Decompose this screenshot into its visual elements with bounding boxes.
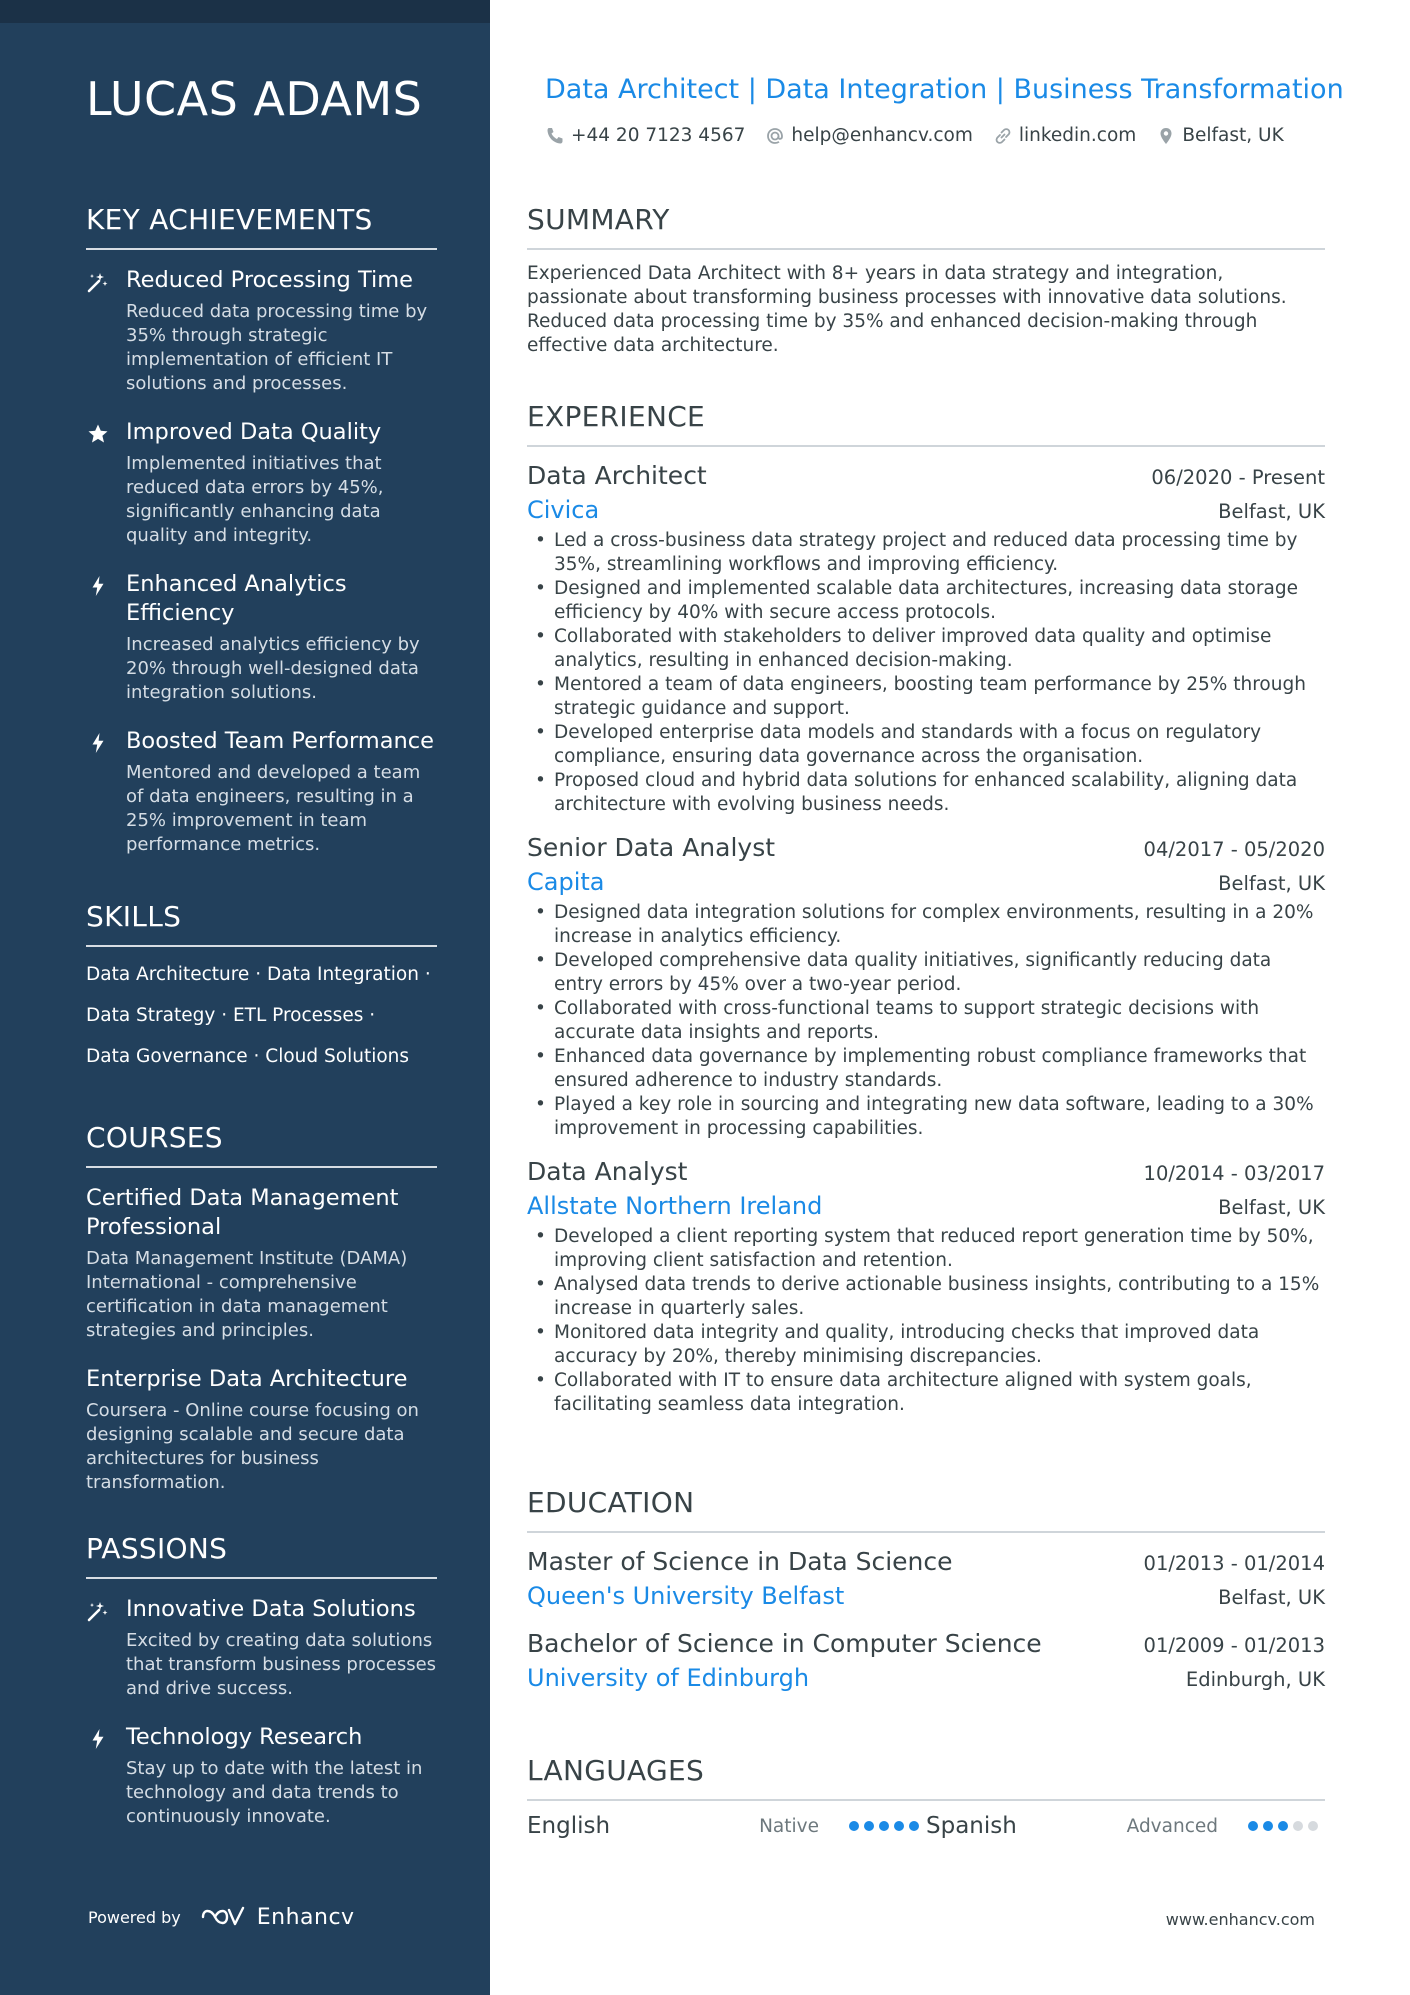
rating-dot: [909, 1821, 919, 1831]
achievement-item-description: Implemented initiatives that reduced data errors by 45%, significantly enhancing data quality and integrity.: [126, 453, 384, 546]
achievement-item-body: [126, 727, 437, 857]
job-bullet: • Analysed data trends to derive actionable business insights, contributing to a 15% increase in quarterly sales.: [527, 1273, 1325, 1321]
course-description: Data Management Institute (DAMA) International - comprehensive certification in data management strategies and principles.: [86, 1248, 408, 1341]
job-bullet: • Developed a client reporting system that reduced report generation time by 50%, improving client satisfaction and retention.: [527, 1225, 1325, 1273]
job-date: 04/2017 - 05/2020: [1143, 838, 1325, 861]
job-bullet: • Monitored data integrity and quality, introducing checks that improved data accuracy by 20%, thereby minimising discrepancies.: [527, 1321, 1325, 1369]
education-header: [527, 1545, 1325, 1579]
language-level: Advanced: [1126, 1815, 1218, 1837]
achievement-item-body: [126, 418, 437, 548]
phone-text: +44 20 7123 4567: [571, 125, 746, 146]
magic-wand-icon: [86, 266, 126, 396]
job-entry: [527, 459, 1325, 817]
course-description: Coursera - Online course focusing on designing scalable and secure data architectures for business transformation.: [86, 1400, 419, 1493]
experience-list: [527, 459, 1325, 1417]
key-achievements-title: KEY ACHIEVEMENTS: [86, 203, 437, 250]
language-name: Spanish: [926, 1813, 1017, 1839]
passion-item-body: [126, 1723, 437, 1829]
job-bullet: • Designed and implemented scalable data architectures, increasing data storage efficiency by 40% with secure access protocols.: [527, 577, 1325, 625]
job-bullet: • Proposed cloud and hybrid data solutions for enhanced scalability, aligning data architecture with evolving business needs.: [527, 769, 1325, 817]
linkedin-text: linkedin.com: [1018, 125, 1137, 146]
passions-title: PASSIONS: [86, 1532, 437, 1579]
job-bullet: • Designed data integration solutions for complex environments, resulting in a 20% increase in analytics efficiency.: [527, 901, 1325, 949]
education-section: [527, 1486, 1325, 1709]
passion-item-body: [126, 1595, 437, 1701]
skills-list: [86, 963, 437, 1069]
achievement-item-body: [126, 570, 437, 705]
skills-line: Data Architecture · Data Integration ·: [86, 964, 431, 985]
language-item: [926, 1813, 1325, 1839]
passion-item-title: Innovative Data Solutions: [126, 1596, 416, 1622]
language-item: [527, 1813, 926, 1839]
course-item: [86, 1184, 437, 1343]
experience-title: EXPERIENCE: [527, 400, 1325, 447]
sidebar: [0, 0, 490, 1995]
job-company[interactable]: Capita: [527, 868, 605, 896]
education-date: 01/2009 - 01/2013: [1143, 1634, 1325, 1657]
job-header: [527, 831, 1325, 865]
passions-list: [86, 1595, 437, 1829]
education-entry: [527, 1627, 1325, 1695]
location-text: Belfast, UK: [1182, 125, 1284, 146]
job-entry: [527, 831, 1325, 1141]
passion-item-description: Excited by creating data solutions that transform business processes and drive success.: [126, 1630, 437, 1699]
education-header: [527, 1627, 1325, 1661]
job-subheader: [527, 1189, 1325, 1223]
contact-location: [1156, 125, 1283, 146]
education-list: [527, 1545, 1325, 1695]
education-degree: Master of Science in Data Science: [527, 1547, 953, 1576]
summary-text: Experienced Data Architect with 8+ years in data strategy and integration, passionate about transforming business processes with innovative data solutions. Reduced data processing time by 35% and enhanced decision-making through effective data architecture.: [527, 263, 1287, 356]
courses-section: [86, 1121, 437, 1517]
education-title: EDUCATION: [527, 1486, 1325, 1533]
course-title: Certified Data Management Professional: [86, 1185, 399, 1240]
job-role: Data Architect: [527, 461, 707, 490]
language-name: English: [527, 1813, 611, 1839]
achievement-item: [86, 418, 437, 548]
passions-section: [86, 1532, 437, 1851]
job-location: Belfast, UK: [1218, 872, 1325, 895]
education-school[interactable]: University of Edinburgh: [527, 1664, 810, 1692]
skills-line: Data Governance · Cloud Solutions: [86, 1046, 410, 1067]
education-subheader: [527, 1579, 1325, 1613]
summary-title: SUMMARY: [527, 203, 1325, 250]
job-header: [527, 1155, 1325, 1189]
achievement-item-body: [126, 266, 437, 396]
sidebar-top-strip: [0, 0, 490, 23]
language-level: Native: [759, 1815, 819, 1837]
job-date: 10/2014 - 03/2017: [1143, 1162, 1325, 1185]
rating-dot: [879, 1821, 889, 1831]
job-bullet: • Led a cross-business data strategy project and reduced data processing time by 35%, streamlining workflows and improving efficiency.: [527, 529, 1325, 577]
contact-email[interactable]: [765, 125, 972, 146]
job-location: Belfast, UK: [1218, 500, 1325, 523]
magic-wand-icon: [86, 1595, 126, 1701]
course-item: [86, 1365, 437, 1495]
job-bullet: • Mentored a team of data engineers, boosting team performance by 25% through strategic guidance and support.: [527, 673, 1325, 721]
rating-dot: [1263, 1821, 1273, 1831]
star-icon: [86, 418, 126, 548]
main-content: [527, 0, 1344, 1995]
job-role: Data Analyst: [527, 1157, 688, 1186]
passion-item-description: Stay up to date with the latest in technology and data trends to continuously innovate.: [126, 1758, 423, 1827]
powered-by[interactable]: [88, 1904, 355, 1930]
education-entry: [527, 1545, 1325, 1613]
job-bullets: [527, 529, 1325, 817]
job-bullets: [527, 901, 1325, 1141]
job-bullets: [527, 1225, 1325, 1417]
education-location: Edinburgh, UK: [1185, 1668, 1325, 1691]
achievement-item-title: Improved Data Quality: [126, 419, 382, 445]
job-subheader: [527, 493, 1325, 527]
candidate-name: LUCAS ADAMS: [86, 72, 423, 126]
enhancv-logo: [199, 1904, 355, 1930]
achievement-item-title: Reduced Processing Time: [126, 267, 414, 293]
rating-dot: [1308, 1821, 1318, 1831]
education-date: 01/2013 - 01/2014: [1143, 1552, 1325, 1575]
job-date: 06/2020 - Present: [1151, 466, 1325, 489]
skills-line: Data Strategy · ETL Processes ·: [86, 1005, 376, 1026]
achievement-item: [86, 727, 437, 857]
headline: Data Architect | Data Integration | Business Transformation: [545, 74, 1344, 105]
location-pin-icon: [1156, 126, 1176, 146]
education-degree: Bachelor of Science in Computer Science: [527, 1629, 1042, 1658]
job-bullet: • Played a key role in sourcing and integrating new data software, leading to a 30% improvement in processing capabilities.: [527, 1093, 1325, 1141]
lightning-icon: [86, 1723, 126, 1829]
language-rating: [1248, 1821, 1318, 1831]
achievements-list: [86, 266, 437, 857]
achievement-item-title: Boosted Team Performance: [126, 728, 434, 754]
job-subheader: [527, 865, 1325, 899]
job-bullet: • Collaborated with cross-functional teams to support strategic decisions with accurate data insights and reports.: [527, 997, 1325, 1045]
key-achievements-section: [86, 203, 437, 879]
achievement-item-description: Mentored and developed a team of data engineers, resulting in a 25% improvement in team performance metrics.: [126, 762, 421, 855]
passion-item: [86, 1723, 437, 1829]
contact-linkedin[interactable]: [993, 125, 1136, 146]
education-subheader: [527, 1661, 1325, 1695]
summary-section: [527, 203, 1325, 358]
education-school[interactable]: Queen's University Belfast: [527, 1582, 845, 1610]
skills-title: SKILLS: [86, 900, 437, 947]
job-bullet: • Developed enterprise data models and standards with a focus on regulatory compliance, ensuring data governance across the organisation.: [527, 721, 1325, 769]
education-location: Belfast, UK: [1218, 1586, 1325, 1609]
skills-section: [86, 900, 437, 1086]
lightning-icon: [86, 570, 126, 705]
email-text: help@enhancv.com: [791, 125, 973, 146]
rating-dot: [1248, 1821, 1258, 1831]
course-title: Enterprise Data Architecture: [86, 1366, 408, 1392]
job-entry: [527, 1155, 1325, 1417]
passion-item-title: Technology Research: [126, 1724, 363, 1750]
rating-dot: [864, 1821, 874, 1831]
job-company[interactable]: Allstate Northern Ireland: [527, 1192, 823, 1220]
lightning-icon: [86, 727, 126, 857]
experience-section: [527, 400, 1325, 1431]
job-bullet: • Developed comprehensive data quality initiatives, significantly reducing data entry errors by 45% over a two-year period.: [527, 949, 1325, 997]
achievement-item-title: Enhanced Analytics Efficiency: [126, 571, 347, 626]
job-bullet: • Enhanced data governance by implementing robust compliance frameworks that ensured adherence to industry standards.: [527, 1045, 1325, 1093]
job-header: [527, 459, 1325, 493]
job-role: Senior Data Analyst: [527, 833, 776, 862]
achievement-item: [86, 266, 437, 396]
enhancv-logo-icon: [199, 1904, 247, 1930]
language-rating: [849, 1821, 919, 1831]
link-icon: [993, 126, 1013, 146]
rating-dot: [1278, 1821, 1288, 1831]
at-icon: [765, 126, 785, 146]
job-bullet: • Collaborated with IT to ensure data architecture aligned with system goals, facilitating seamless data integration.: [527, 1369, 1325, 1417]
courses-title: COURSES: [86, 1121, 437, 1168]
languages-section: [527, 1754, 1325, 1839]
powered-by-label: Powered by: [88, 1907, 181, 1927]
languages-list: [527, 1813, 1325, 1839]
rating-dot: [1293, 1821, 1303, 1831]
contact-bar: [545, 125, 1284, 146]
job-location: Belfast, UK: [1218, 1196, 1325, 1219]
job-company[interactable]: Civica: [527, 496, 600, 524]
job-bullet: • Collaborated with stakeholders to deliver improved data quality and optimise analytics, resulting in enhanced decision-making.: [527, 625, 1325, 673]
achievement-item-description: Reduced data processing time by 35% through strategic implementation of efficient IT solutions and processes.: [126, 301, 428, 394]
passion-item: [86, 1595, 437, 1701]
footer-url[interactable]: www.enhancv.com: [1165, 1910, 1315, 1929]
achievement-item: [86, 570, 437, 705]
languages-title: LANGUAGES: [527, 1754, 1325, 1801]
phone-icon: [545, 126, 565, 146]
rating-dot: [849, 1821, 859, 1831]
brand-name: Enhancv: [256, 1904, 355, 1930]
contact-phone[interactable]: [545, 125, 745, 146]
rating-dot: [894, 1821, 904, 1831]
achievement-item-description: Increased analytics efficiency by 20% through well-designed data integration solutions.: [126, 634, 420, 703]
